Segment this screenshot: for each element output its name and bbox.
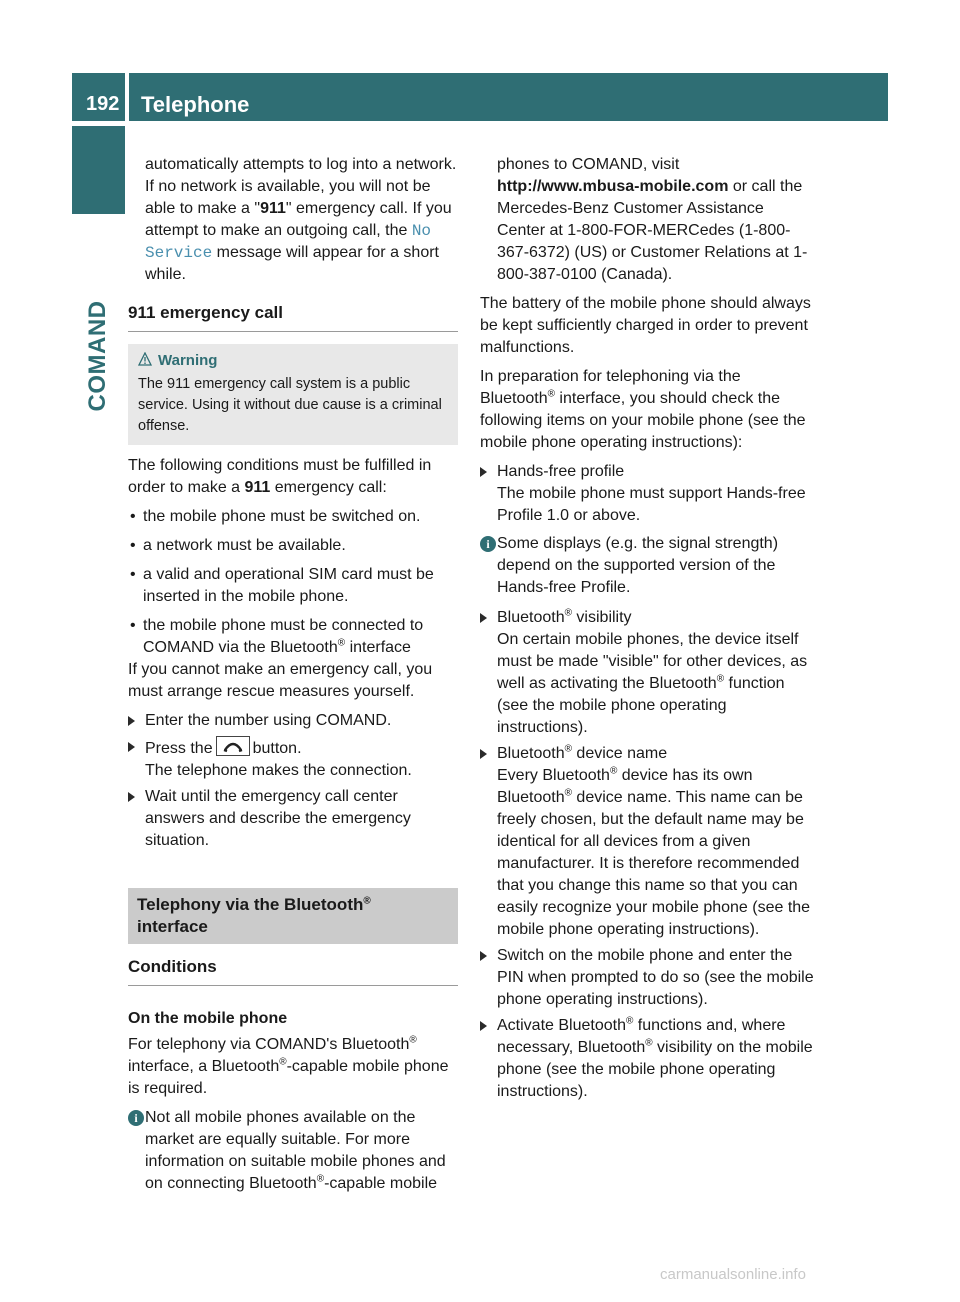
arrow-icon: [128, 742, 135, 752]
section-title: [128, 888, 458, 944]
section-title-2: interface: [137, 917, 208, 936]
bullet-text: the mobile phone must be switched on.: [143, 508, 421, 525]
contact-paragraph: [480, 154, 814, 286]
arrow-icon: [480, 749, 487, 759]
cond-911: 911: [244, 479, 271, 496]
bullet-tail: interface: [345, 639, 411, 656]
req-text-3: -capable mobile phone is required.: [128, 1058, 449, 1097]
step-title: device name: [571, 745, 668, 762]
arrow-icon: [128, 716, 135, 726]
step-text: Press the: [145, 740, 213, 757]
step-result: The telephone makes the connection.: [145, 762, 412, 779]
info-text: Some displays (e.g. the signal strength) depend on the supported version of the Hands-free Profile.: [497, 535, 779, 596]
step-item: [128, 710, 458, 732]
registered-mark: ®: [625, 1015, 634, 1027]
prep-text-1: In preparation for telephoning via the Bluetooth: [480, 368, 741, 407]
bullet-item: • the mobile phone must be connected to COMAND via the Bluetooth® interface: [130, 617, 424, 656]
step-title: Bluetooth: [497, 745, 565, 762]
bullet-text: a network must be available.: [143, 537, 346, 554]
info-text-1: Not all mobile phones available on the market are equally suitable. For more information on suitable mobile phones and on connecting Bluetooth: [145, 1109, 446, 1192]
step-title: visibility: [571, 609, 632, 626]
no-service-message: No Service: [145, 222, 432, 262]
conditions-intro: [128, 455, 458, 499]
step-item: [480, 607, 814, 739]
conditions-heading: Conditions: [128, 956, 458, 986]
arrow-icon: [480, 467, 487, 477]
intro-text-2: " emergency call. If you attempt to make an outgoing call, the: [145, 200, 452, 239]
step-text: visibility on the mobile phone (see the mobile phone operating instructions).: [497, 1039, 813, 1100]
req-text-1: For telephony via COMAND's Bluetooth: [128, 1036, 410, 1053]
registered-mark: ®: [645, 1037, 653, 1049]
step-item: [480, 1015, 814, 1103]
section-title-1: Telephony via the Bluetooth: [137, 895, 364, 914]
registered-mark: ®: [716, 673, 725, 685]
step-text: device name. This name can be freely chosen, but the default name may be identical for all devices from a given manufacturer. It is therefore recommended that you change this name so that you can easily recognize your mobile phone (see the mobile phone operating instructions).: [497, 789, 811, 938]
on-phone-heading: On the mobile phone: [128, 1010, 288, 1027]
bullet-item: • a network must be available.: [130, 537, 346, 554]
req-text-2: interface, a Bluetooth: [128, 1058, 280, 1075]
step-text: Activate Bluetooth: [497, 1017, 626, 1034]
registered-mark: ®: [564, 607, 572, 619]
step-text: The mobile phone must support Hands-free Profile 1.0 or above.: [497, 485, 806, 524]
step-title: Bluetooth: [497, 609, 565, 626]
step-text: device has its own Bluetooth: [497, 767, 753, 806]
registered-mark: ®: [564, 787, 572, 799]
cond-text-1: The following conditions must be fulfilled in order to make a: [128, 457, 432, 496]
contact-text-2: or call the Mercedes-Benz Customer Assistance Center at 1-800-FOR-MERCedes (1-800-367-6372) (US) or Customer Relations at 1-800-387-0100 (Canada).: [497, 178, 808, 283]
intro-text-1: automatically attempts to log into a network. If no network is available, you will not be able to make a ": [145, 156, 457, 217]
page-number-box: [72, 73, 125, 121]
registered-mark: ®: [409, 1034, 417, 1046]
side-tab-label: COMAND: [84, 300, 111, 412]
step-text: Wait until the emergency call center answers and describe the emergency situation.: [145, 788, 411, 849]
requirement-paragraph: [128, 1034, 458, 1100]
intro-911: 911: [260, 200, 286, 217]
intro-paragraph: [128, 154, 458, 286]
step-text: function (see the mobile phone operating instructions).: [497, 675, 785, 736]
info-text-2: -capable mobile: [324, 1175, 438, 1192]
registered-mark: ®: [547, 388, 555, 400]
preparation-paragraph: [480, 366, 814, 454]
registered-mark: ®: [564, 743, 572, 755]
side-tab-block: [72, 126, 125, 214]
bullet-text: the mobile phone must be connected to COMAND via the Bluetooth: [143, 617, 424, 656]
website-link[interactable]: http://www.mbusa-mobile.com: [497, 178, 729, 195]
chapter-header: [129, 73, 888, 121]
step-text: Every Bluetooth: [497, 767, 610, 784]
right-column: [480, 154, 814, 1107]
arrow-icon: [480, 1021, 487, 1031]
bullet-text: a valid and operational SIM card must be inserted in the mobile phone.: [143, 566, 434, 605]
warning-text: The 911 emergency call system is a public service. Using it without due cause is a criminal offense.: [138, 376, 442, 434]
page-number: 192: [86, 93, 120, 115]
left-column: [128, 154, 458, 1203]
arrow-icon: [480, 951, 487, 961]
watermark: carmanualsonline.info: [660, 1266, 806, 1283]
info-note: [480, 533, 814, 599]
heading-911: 911 emergency call: [128, 302, 458, 332]
step-item: [480, 945, 814, 1011]
contact-text-1: phones to COMAND, visit: [497, 156, 680, 173]
arrow-icon: [128, 792, 135, 802]
fallback-paragraph: If you cannot make an emergency call, you must arrange rescue measures yourself.: [128, 661, 433, 700]
step-text: Enter the number using COMAND.: [145, 712, 392, 729]
warning-heading: [138, 350, 448, 371]
step-text: Switch on the mobile phone and enter the PIN when prompted to do so (see the mobile phone operating instructions).: [497, 947, 814, 1008]
intro-text-3: message will appear for a short while.: [145, 244, 439, 283]
warning-title: Warning: [158, 352, 218, 369]
step-item: [480, 743, 814, 941]
cond-text-2: emergency call:: [270, 479, 387, 496]
step-text: functions and, where necessary, Bluetooth: [497, 1017, 786, 1056]
registered-mark: ®: [609, 765, 618, 777]
step-item: [480, 461, 814, 527]
registered-mark: ®: [337, 637, 346, 649]
step-text: button.: [252, 740, 302, 757]
prep-text-2: interface, you should check the following items on your mobile phone (see the mobile phone operating instructions):: [480, 390, 806, 451]
info-icon: i: [128, 1110, 144, 1126]
registered-mark: ®: [363, 895, 371, 907]
registered-mark: ®: [279, 1056, 287, 1068]
bullet-item: • the mobile phone must be switched on.: [130, 508, 421, 525]
warning-box: [128, 344, 458, 445]
chapter-title: Telephone: [141, 92, 250, 117]
battery-paragraph: The battery of the mobile phone should always be kept sufficiently charged in order to prevent malfunctions.: [480, 295, 811, 356]
step-text: On certain mobile phones, the device itself must be made "visible" for other devices, as well as activating the Bluetooth: [497, 631, 808, 692]
bullet-item: • a valid and operational SIM card must be inserted in the mobile phone.: [130, 566, 434, 605]
step-item: [128, 736, 458, 782]
arrow-icon: [480, 613, 487, 623]
step-item: [128, 786, 458, 852]
warning-triangle-icon: [138, 352, 152, 366]
info-note: [128, 1107, 458, 1195]
side-tab: [76, 246, 120, 466]
step-title: Hands-free profile: [497, 463, 625, 480]
phone-button-icon: [216, 736, 250, 756]
info-icon: i: [480, 536, 496, 552]
registered-mark: ®: [316, 1173, 325, 1185]
